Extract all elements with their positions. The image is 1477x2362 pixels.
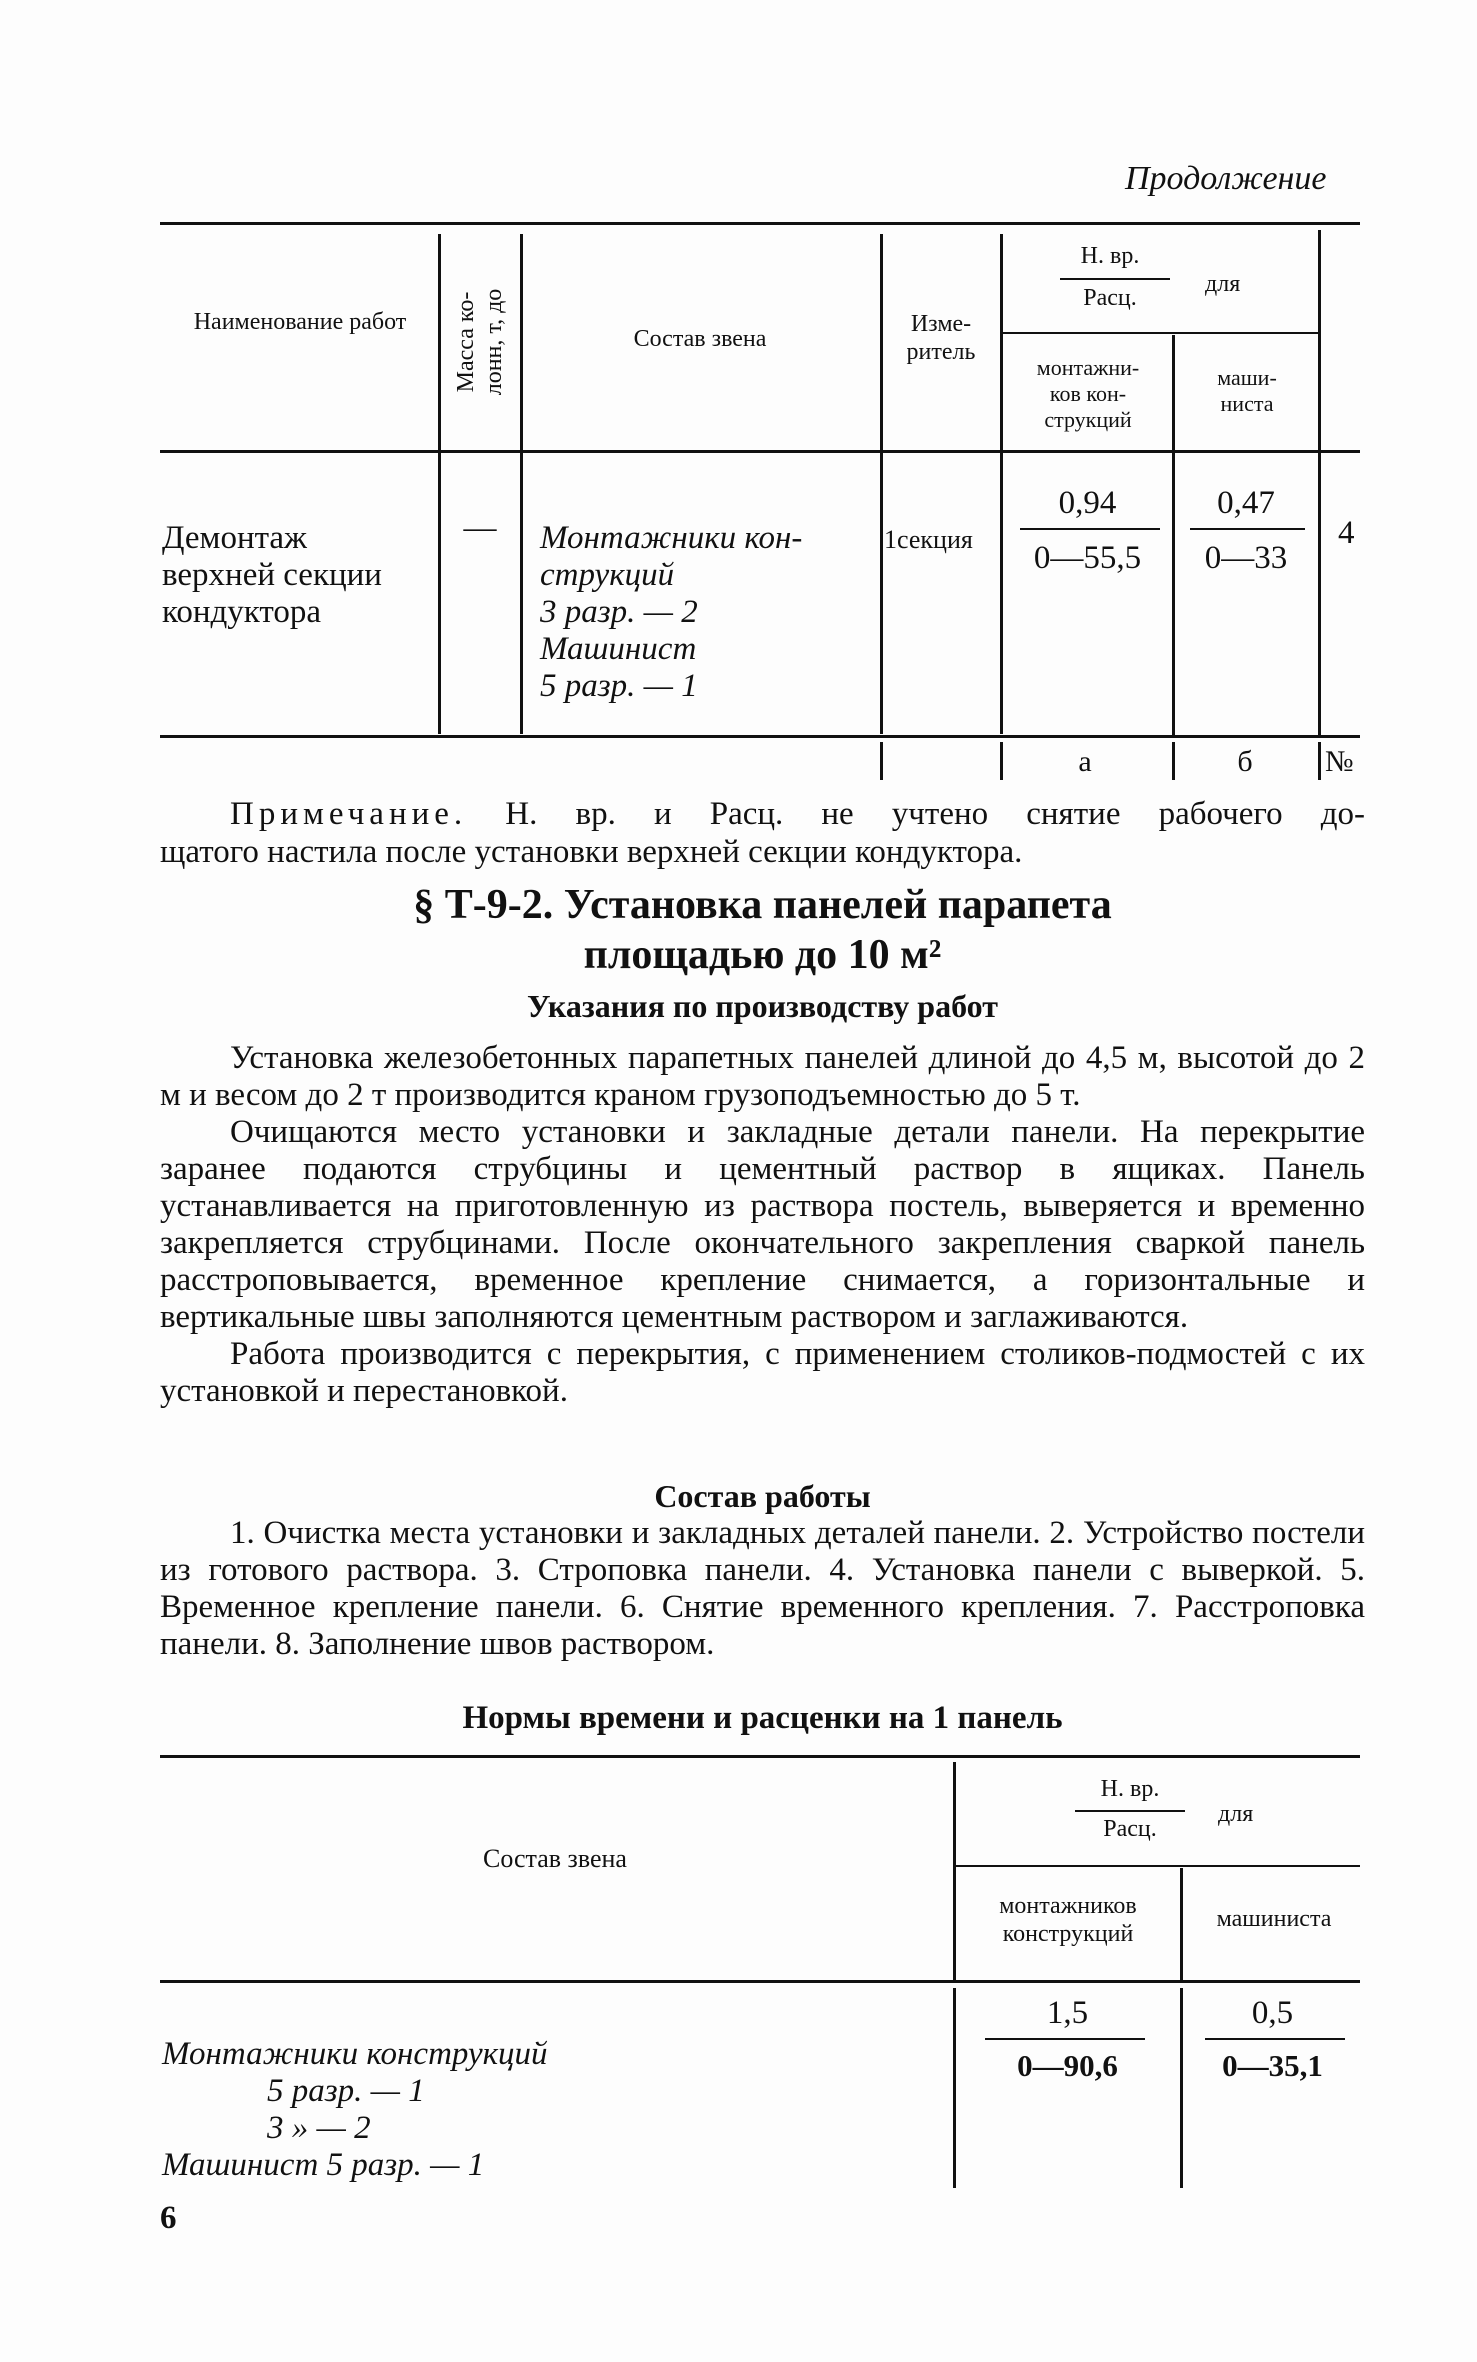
table2-header-for: для xyxy=(1218,1801,1254,1827)
table1-header-rule xyxy=(160,450,1360,453)
footer-col-no: № xyxy=(1325,745,1354,778)
table1-vline-4 xyxy=(1000,234,1003,734)
table1-footer-vline-1 xyxy=(880,742,883,780)
instructions-heading: Указания по производству работ xyxy=(527,988,998,1024)
row-operator-fraction-line xyxy=(1190,528,1305,530)
page-number: 6 xyxy=(160,2200,177,2236)
paragraph-1: Установка железобетонных парапетных панелей длиной до 4,5 м, высотой до 2 м и весом до 2 т производится краном грузоподъемностью до 5 т. xyxy=(160,1040,1365,1113)
work-heading: Состав работы xyxy=(654,1478,871,1514)
footer-col-b: б xyxy=(1237,745,1253,778)
norms-heading: Нормы времени и расценки на 1 панель xyxy=(462,1700,1063,1736)
table1-vline-6 xyxy=(1318,230,1321,735)
table2-header-rule xyxy=(160,1980,1360,1983)
row-assemblers-rate: 0—55,5 xyxy=(1033,540,1142,576)
header-norm-fraction-line xyxy=(1060,278,1170,280)
table2-row-crew: Монтажники конструкций 5 разр. — 1 3 » — 2 Машинист 5 разр. — 1 xyxy=(162,2036,548,2183)
row-mass: — xyxy=(463,510,497,546)
table2-top-rule xyxy=(160,1755,1360,1758)
row-operator-norm: 0,47 xyxy=(1217,485,1275,521)
work-text: 1. Очистка места установки и закладных деталей панели. 2. Устройство постели из готового раствора. 3. Строповка панели. 4. Установка панели с выверкой. 5. Временное крепление панели. 6. Снятие временного крепления. 7. Расстроповка панели. 8. Заполнение швов раствором. xyxy=(160,1515,1365,1662)
table2-header-fraction-line xyxy=(1075,1810,1185,1812)
table2-header-norm-denominator: Расц. xyxy=(1103,1816,1157,1842)
header-norm-denominator: Расц. xyxy=(1083,285,1137,311)
row-unit: 1секция xyxy=(884,525,973,554)
table1-footer-vline-3 xyxy=(1172,742,1175,780)
row-operator-rate: 0—33 xyxy=(1204,540,1288,576)
paragraph-3: Работа производится с перекрытия, с применением столиков-подмостей с их установкой и перестановкой. xyxy=(160,1336,1365,1409)
table2-vline-2 xyxy=(1180,1868,1183,1980)
instructions-text xyxy=(160,1040,1365,1410)
row-work-name: Демонтаж верхней секции кондуктора xyxy=(162,520,382,630)
header-for: для xyxy=(1205,271,1241,297)
table1-bottom-rule xyxy=(160,735,1360,738)
table2-subheader-rule xyxy=(956,1865,1360,1867)
table2-header-crew: Состав звена xyxy=(483,1844,627,1873)
table2-operator-rate: 0—35,1 xyxy=(1222,2048,1323,2083)
header-norm-numerator: Н. вр. xyxy=(1080,243,1140,269)
table2-assemblers-fraction-line xyxy=(985,2038,1145,2040)
table2-assemblers-norm: 1,5 xyxy=(1046,1995,1089,2031)
table1-subheader-rule xyxy=(1003,332,1318,334)
continuation-label: Продолжение xyxy=(1125,160,1327,197)
section-title: § Т-9-2. Установка панелей парапета площадью до 10 м² xyxy=(413,882,1112,978)
header-col-assemblers: монтажни- ков кон- струкций xyxy=(1036,355,1140,432)
table2-header-col-assemblers: монтажников конструкций xyxy=(999,1893,1137,1947)
row-number: 4 xyxy=(1338,515,1355,551)
table2-row-vline-2 xyxy=(1180,1988,1183,2188)
paragraph-2: Очищаются место установки и закладные детали панели. На перекрытие заранее подаются струбцины и цементный раствор в ящиках. Панель устанавливается на приготовленную из раствора постель, выверяется и временно закрепляется струбцинами. После окончательного закрепления сваркой панель расстроповывается, временное крепление снимается, а горизонтальные и вертикальные швы заполняются цементным раствором и заглаживаются. xyxy=(160,1114,1365,1335)
table1-vline-2 xyxy=(520,234,523,734)
table2-assemblers-rate: 0—90,6 xyxy=(1017,2048,1118,2083)
header-mass: Масса ко- лонн, т, до xyxy=(453,288,507,396)
row-crew: Монтажники кон- струкций 3 разр. — 2 Машинист 5 разр. — 1 xyxy=(540,520,803,704)
header-crew: Состав звена xyxy=(633,326,767,352)
table2-header-col-operator: машиниста xyxy=(1216,1906,1332,1932)
row-assemblers-fraction-line xyxy=(1020,528,1160,530)
header-unit: Изме- ритель xyxy=(906,311,976,365)
note: Примечание. Н. вр. и Расц. не учтено снятие рабочего до- щатого настила после установки верхней секции кондуктора. xyxy=(160,796,1366,870)
table1-top-rule xyxy=(160,222,1360,225)
table2-operator-norm: 0,5 xyxy=(1251,1995,1294,2031)
table2-row-vline-1 xyxy=(953,1988,956,2188)
table1-vline-3 xyxy=(880,234,883,734)
footer-col-a: а xyxy=(1078,745,1092,778)
header-col-operator: маши- ниста xyxy=(1217,365,1277,416)
table1-footer-vline-2 xyxy=(1000,742,1003,780)
row-assemblers-norm: 0,94 xyxy=(1058,485,1117,521)
table2-operator-fraction-line xyxy=(1205,2038,1345,2040)
table2-header-norm-numerator: Н. вр. xyxy=(1100,1776,1160,1802)
note-label: Примечание. xyxy=(230,796,468,832)
header-work-name: Наименование работ xyxy=(193,309,407,335)
table1-footer-vline-4 xyxy=(1318,742,1321,780)
